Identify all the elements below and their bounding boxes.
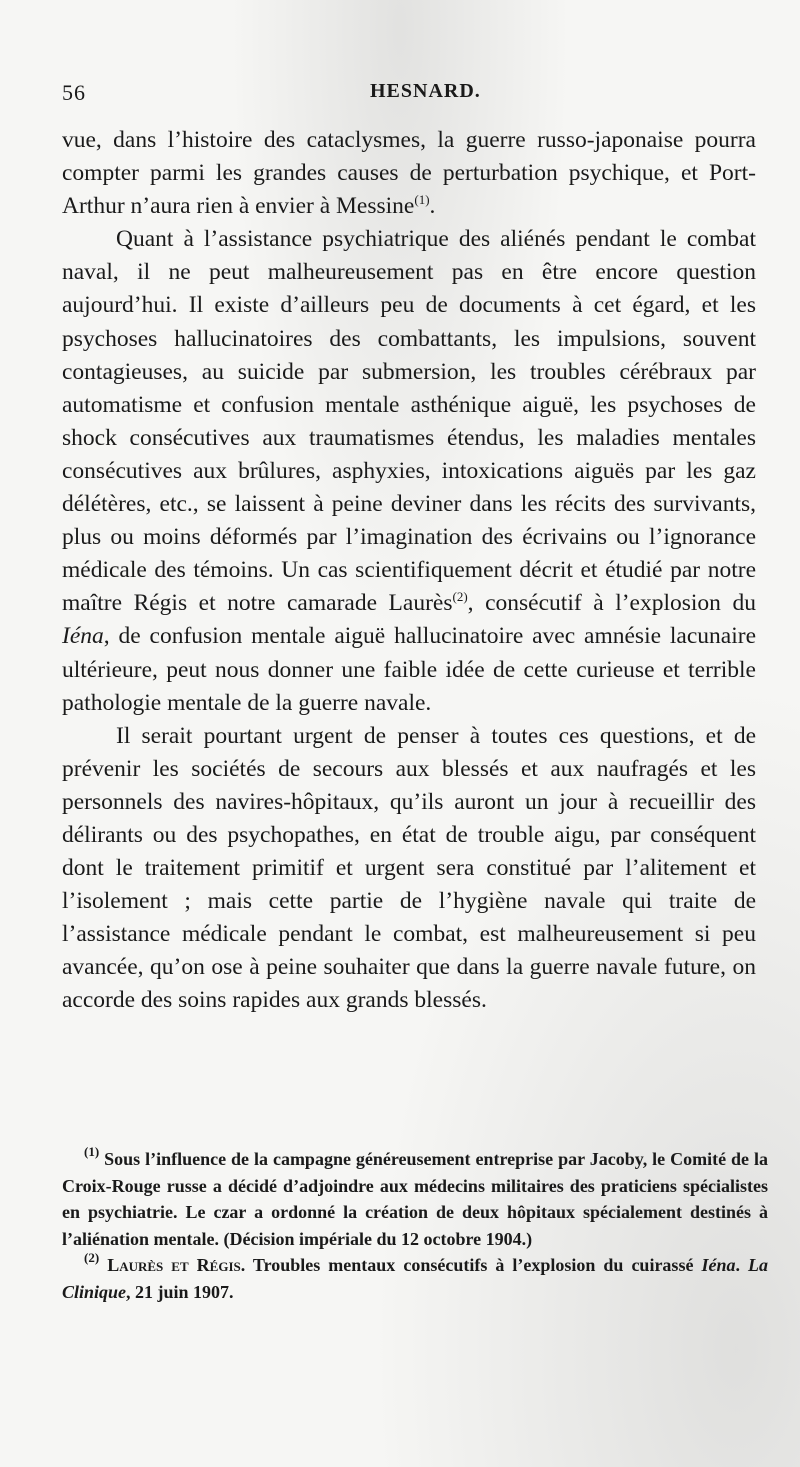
body-text [62,124,756,1018]
footnote-2: $^{(2)}$ Laurès et Régis. Troubles mentaux consécutifs à l’explosion du cuirassé Iéna. La Clinique, 21 juin 1907. [62,1250,769,1302]
paragraph-1: vue, dans l’histoire des cataclysmes, la guerre russo-japonaise pourra compter parmi les grandes causes de perturbation psychique, et Port-Arthur n’aura rien à envier à Messine$^{(1)}$. [62,127,756,220]
paragraph-2: Quant à l’assistance psychiatrique des aliénés pendant le combat naval, il ne peut malheureusement pas en être encore question aujourd’hui. Il existe d’ailleurs peu de documents à cet égard, et les psychoses hallucinatoires des combattants, les impulsions, souvent contagieuses, au suicide par submersion, les troubles cérébraux par automatisme et confusion mentale asthénique aiguë, les psychoses de shock consécutives aux traumatismes étendus, les maladies mentales consécutives aux brûlures, asphyxies, intoxications aiguës par les gaz délétères, etc., se laissent à peine deviner dans les récits des survivants, plus ou moins déformés par l’imagination des écrivains ou l’ignorance médicale des témoins. Un cas scientifiquement décrit et étudié par notre maître Régis et notre camarade Laurès$^{(2)}$, consécutif à l’explosion du Iéna, de confusion mentale aiguë hallucinatoire avec amnésie lacunaire ultérieure, peut nous donner une faible idée de cette curieuse et terrible pathologie mentale de la guerre navale. [62,226,756,716]
footnotes [62,1146,768,1305]
footnote-ship: Iéna [701,1255,736,1275]
footnote-ref-1[interactable]: (1) [414,192,430,208]
paragraph-3: Il serait pourtant urgent de penser à toutes ces questions, et de prévenir les sociétés de secours aux blessés et aux naufragés et les personnels des navires-hôpitaux, qu’ils auront un jour à recueillir des délirants ou des psychopathes, en état de trouble aigu, par conséquent dont le traitement primitif et urgent sera constitué par l’alitement et l’isolement ; mais cette partie de l’hygiène navale qui traite de l’assistance médicale pendant le combat, est malheureusement si peu avancée, qu’on ose à peine souhaiter que dans la guerre navale future, on accorde des soins rapides aux grands blessés. [62,722,756,1014]
footnote-journal: La Clinique [62,1255,769,1302]
ship-name: Iéna [62,623,104,650]
footnote-marker-2: (2) [84,1250,100,1265]
footnote-marker-1: (1) [84,1144,100,1159]
footnote-authors: Laurès et Régis. [107,1255,246,1275]
page-header [62,76,752,110]
page-number: 56 [62,80,86,105]
running-head: HESNARD. [370,80,481,102]
footnote-ref-2[interactable]: (2) [452,589,468,605]
footnote-1: $^{(1)}$ Sous l’influence de la campagne généreusement entreprise par Jacoby, le Comité de la Croix-Rouge russe a décidé d’adjoindre aux médecins militaires des praticiens spécialistes en psychiatrie. Le czar a ordonné la création de deux hôpitaux spécialement destinés à l’aliénation mentale. (Décision impériale du 12 octobre 1904.) [62,1144,768,1249]
